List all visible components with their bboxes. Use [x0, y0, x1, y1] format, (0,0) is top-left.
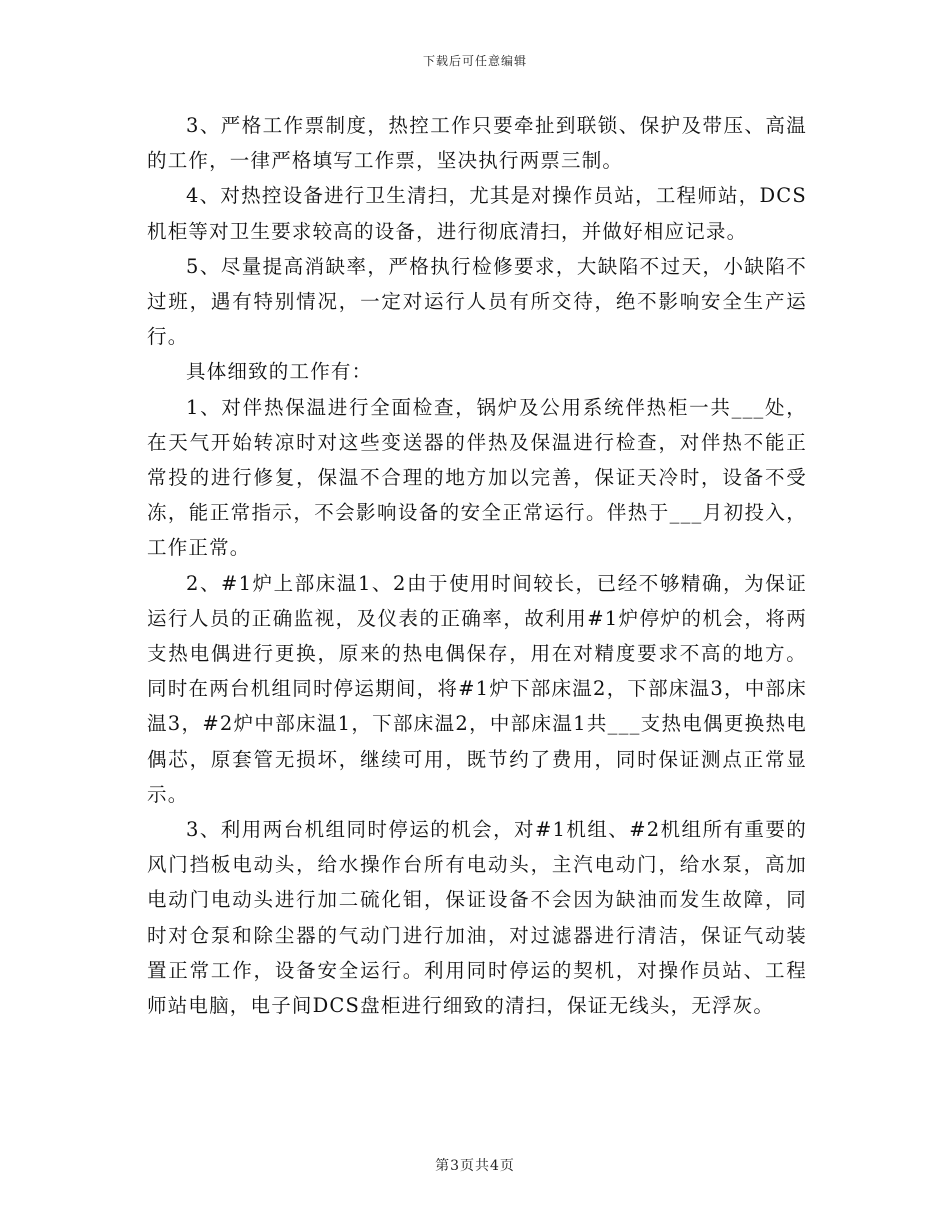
paragraph: 5、尽量提高消缺率，严格执行检修要求，大缺陷不过天，小缺陷不过班，遇有特别情况，一定对运行人员有所交待，绝不影响安全生产运行。: [147, 254, 807, 349]
paragraph: 具体细致的工作有：: [186, 360, 373, 384]
paragraph: 2、#1炉上部床温1、2由于使用时间较长，已经不够精确，为保证运行人员的正确监视，及仪表的正确率，故利用#1炉停炉的机会，将两支热电偶进行更换，原来的热电偶保存，用在对精度要求不高的地方。同时在两台机组同时停运期间，将#1炉下部床温2，下部床温3，中部床温3，#2炉中部床温1，下部床温2，中部床温1共___支热电偶更换热电偶芯，原套管无损坏，继续可用，既节约了费用，同时保证测点正常显示。: [147, 571, 807, 806]
paragraph: 3、严格工作票制度，热控工作只要牵扯到联锁、保护及带压、高温的工作，一律严格填写工作票，坚决执行两票三制。: [147, 114, 807, 173]
paragraph: 4、对热控设备进行卫生清扫，尤其是对操作员站，工程师站，DCS机柜等对卫生要求较高的设备，进行彻底清扫，并做好相应记录。: [147, 184, 807, 243]
page-header: 下载后可任意编辑: [422, 54, 527, 68]
page-number: 第3页共4页: [435, 1158, 515, 1174]
paragraph: 3、利用两台机组同时停运的机会，对#1机组、#2机组所有重要的风门挡板电动头，给水操作台所有电动头，主汽电动门，给水泵，高加电动门电动头进行加二硫化钼，保证设备不会因为缺油而发生故障，同时对仓泵和除尘器的气动门进行加油，对过滤器进行清洁，保证气动装置正常工作，设备安全运行。利用同时停运的契机，对操作员站、工程师站电脑，电子间DCS盘柜进行细致的清扫，保证无线头，无浮灰。: [147, 818, 807, 1018]
document-body: [147, 108, 807, 1023]
paragraph: 1、对伴热保温进行全面检查，锅炉及公用系统伴热柜一共___处，在天气开始转凉时对这些变送器的伴热及保温进行检查，对伴热不能正常投的进行修复，保温不合理的地方加以完善，保证天冷时，设备不受冻，能正常指示，不会影响设备的安全正常运行。伴热于___月初投入，工作正常。: [147, 395, 807, 560]
